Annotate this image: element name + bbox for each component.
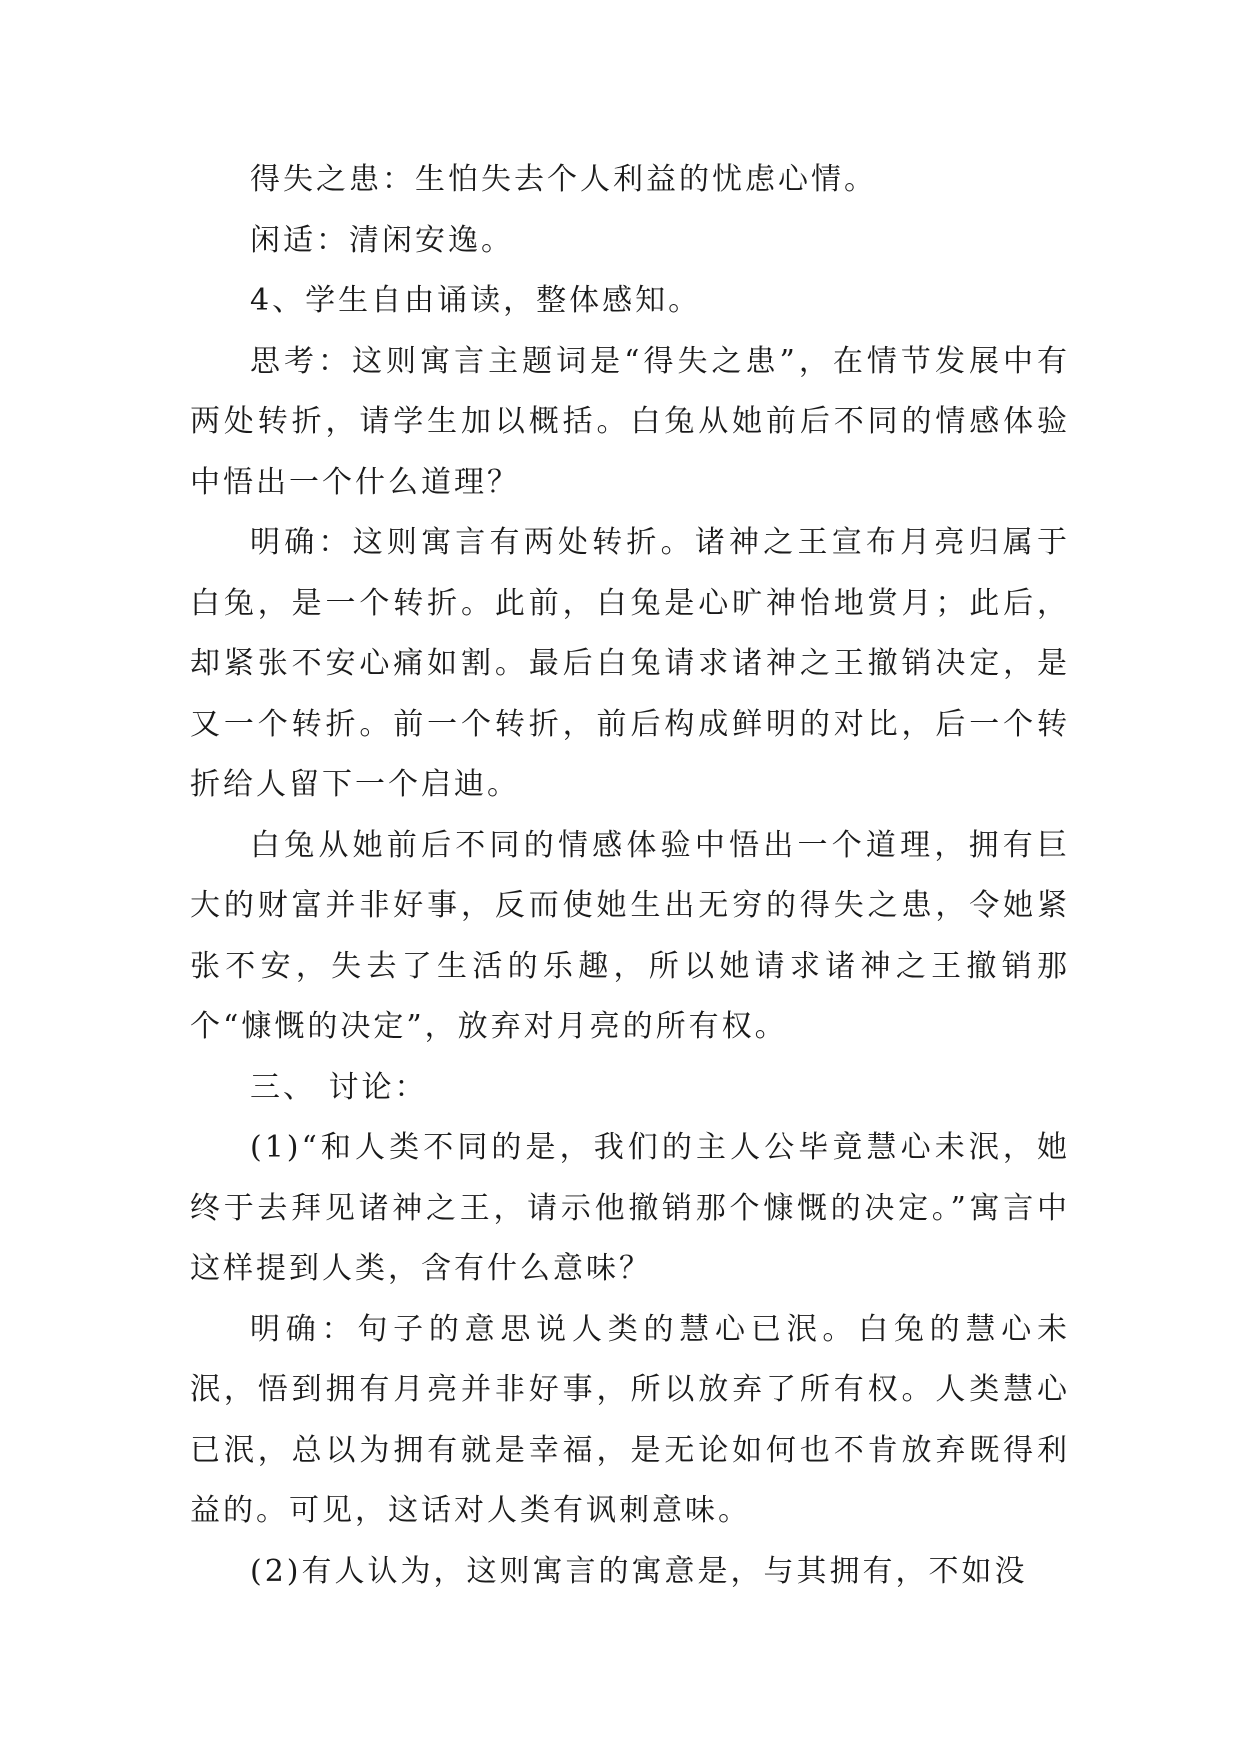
paragraph-definition-xianshi: 闲适：清闲安逸。 bbox=[250, 222, 514, 258]
paragraph-thinking-question: 思考：这则寓言主题词是“得失之患”，在情节发展中有两处转折，请学生加以概括。白兔从她前后不同的情感体验中悟出一个什么道理？ bbox=[190, 343, 1070, 500]
paragraph-definition-deshi: 得失之患：生怕失去个人利益的忧虑心情。 bbox=[250, 162, 877, 197]
section-heading-discussion: 三、 讨论： bbox=[250, 1069, 428, 1105]
document-page bbox=[190, 150, 1070, 1602]
paragraph-lesson-insight: 白兔从她前后不同的情感体验中悟出一个道理，拥有巨大的财富并非好事，反而使她生出无穷的得失之患，令她紧张不安，失去了生活的乐趣，所以她请求诸神之王撤销那个“慷慨的决定”，放弃对月亮的所有权。 bbox=[190, 827, 1070, 1044]
paragraph-discussion-question-2: (2)有人认为，这则寓言的寓意是，与其拥有，不如没 bbox=[250, 1553, 1028, 1589]
paragraph-step-4: 4、学生自由诵读，整体感知。 bbox=[250, 283, 702, 318]
paragraph-discussion-question-1: (1)“和人类不同的是，我们的主人公毕竟慧心未泯，她终于去拜见诸神之王，请示他撤销那个慷慨的决定。”寓言中这样提到人类，含有什么意味？ bbox=[190, 1130, 1070, 1286]
paragraph-answer-turning-points: 明确：这则寓言有两处转折。诸神之王宣布月亮归属于白兔，是一个转折。此前，白兔是心旷神怡地赏月；此后，却紧张不安心痛如割。最后白兔请求诸神之王撤销决定，是又一个转折。前一个转折，前后构成鲜明的对比，后一个转折给人留下一个启迪。 bbox=[190, 525, 1070, 802]
paragraph-discussion-answer-1: 明确：句子的意思说人类的慧心已泯。白兔的慧心未泯，悟到拥有月亮并非好事，所以放弃了所有权。人类慧心已泯，总以为拥有就是幸福，是无论如何也不肯放弃既得利益的。可见，这话对人类有讽刺意味。 bbox=[190, 1311, 1070, 1528]
